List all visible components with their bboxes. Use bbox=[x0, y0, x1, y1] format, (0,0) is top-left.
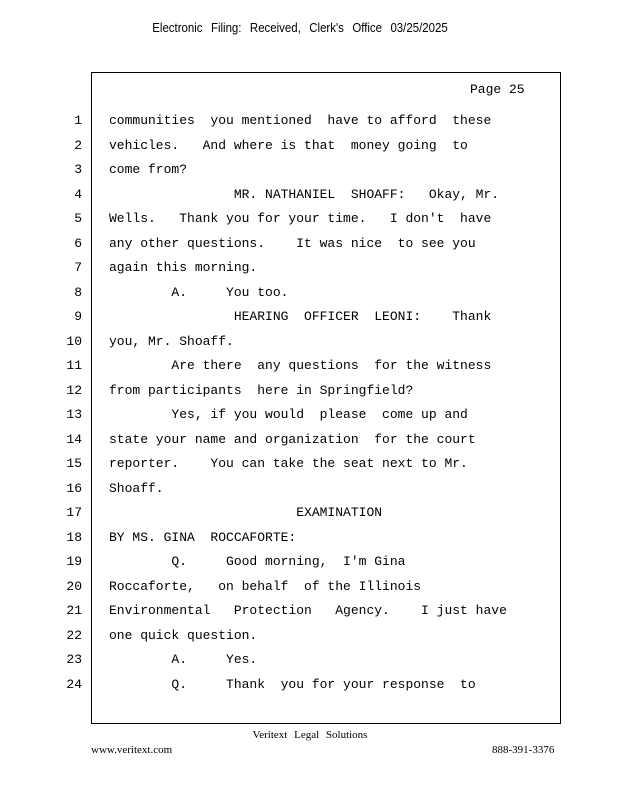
line-number: 1 bbox=[74, 113, 82, 128]
line-number: 23 bbox=[66, 652, 82, 667]
line-number: 18 bbox=[66, 529, 82, 545]
line-number: 8 bbox=[74, 284, 82, 300]
line-text: EXAMINATION bbox=[109, 505, 383, 520]
line-text: Wells. Thank you for your time. I don't have bbox=[109, 211, 492, 226]
line-text: HEARING OFFICER LEONI: Thank bbox=[109, 309, 492, 324]
line-number: 14 bbox=[66, 431, 82, 447]
line-number: 11 bbox=[66, 358, 82, 373]
line-number: 5 bbox=[74, 211, 82, 226]
page-number: Page 25 bbox=[470, 82, 525, 97]
line-text: Are there any questions for the witness bbox=[109, 358, 492, 373]
line-text: Q. Good morning, I'm Gina bbox=[109, 554, 406, 569]
line-text: one quick question. bbox=[109, 627, 258, 643]
line-text: Q. Thank you for your response to bbox=[109, 676, 476, 692]
line-number: 4 bbox=[74, 186, 82, 202]
line-text: Roccaforte, on behalf of the Illinois bbox=[109, 578, 422, 594]
line-text: Shoaff. bbox=[109, 480, 164, 496]
line-text: Environmental Protection Agency. I just have bbox=[109, 603, 507, 618]
line-number: 22 bbox=[66, 627, 82, 643]
line-text: from participants here in Springfield? bbox=[109, 382, 414, 398]
line-number: 6 bbox=[74, 235, 82, 251]
line-number: 10 bbox=[66, 333, 82, 349]
line-number: 20 bbox=[66, 578, 82, 594]
line-text: state your name and organization for the court bbox=[109, 431, 476, 447]
line-number: 15 bbox=[66, 456, 82, 471]
line-number: 12 bbox=[66, 382, 82, 398]
line-number: 16 bbox=[66, 480, 82, 496]
line-text: BY MS. GINA ROCCAFORTE: bbox=[109, 529, 297, 545]
line-number: 2 bbox=[74, 137, 82, 153]
line-text: come from? bbox=[109, 162, 188, 177]
line-number: 3 bbox=[74, 162, 82, 177]
line-text: you, Mr. Shoaff. bbox=[109, 333, 234, 349]
line-text: any other questions. It was nice to see you bbox=[109, 235, 476, 251]
line-text: reporter. You can take the seat next to Mr. bbox=[109, 456, 468, 471]
line-text: A. You too. bbox=[109, 284, 289, 300]
line-number: 13 bbox=[66, 407, 82, 422]
filing-stamp: Electronic Filing: Received, Clerk's Office 03/25/2025 bbox=[152, 20, 448, 35]
footer-phone: 888-391-3376 bbox=[492, 744, 555, 756]
line-number: 24 bbox=[66, 676, 82, 692]
line-text: Yes, if you would please come up and bbox=[109, 407, 468, 422]
line-text: vehicles. And where is that money going to bbox=[109, 137, 468, 153]
line-number: 7 bbox=[74, 260, 82, 275]
line-text: A. Yes. bbox=[109, 652, 258, 667]
line-text: communities you mentioned have to afford these bbox=[109, 113, 492, 128]
line-text: again this morning. bbox=[109, 260, 258, 275]
line-number: 21 bbox=[66, 603, 82, 618]
line-number: 19 bbox=[66, 554, 82, 569]
line-text: MR. NATHANIEL SHOAFF: Okay, Mr. bbox=[109, 186, 500, 202]
line-number: 17 bbox=[66, 505, 82, 520]
footer-website: www.veritext.com bbox=[91, 744, 173, 756]
footer-company: Veritext Legal Solutions bbox=[252, 729, 368, 741]
line-number: 9 bbox=[74, 309, 82, 324]
